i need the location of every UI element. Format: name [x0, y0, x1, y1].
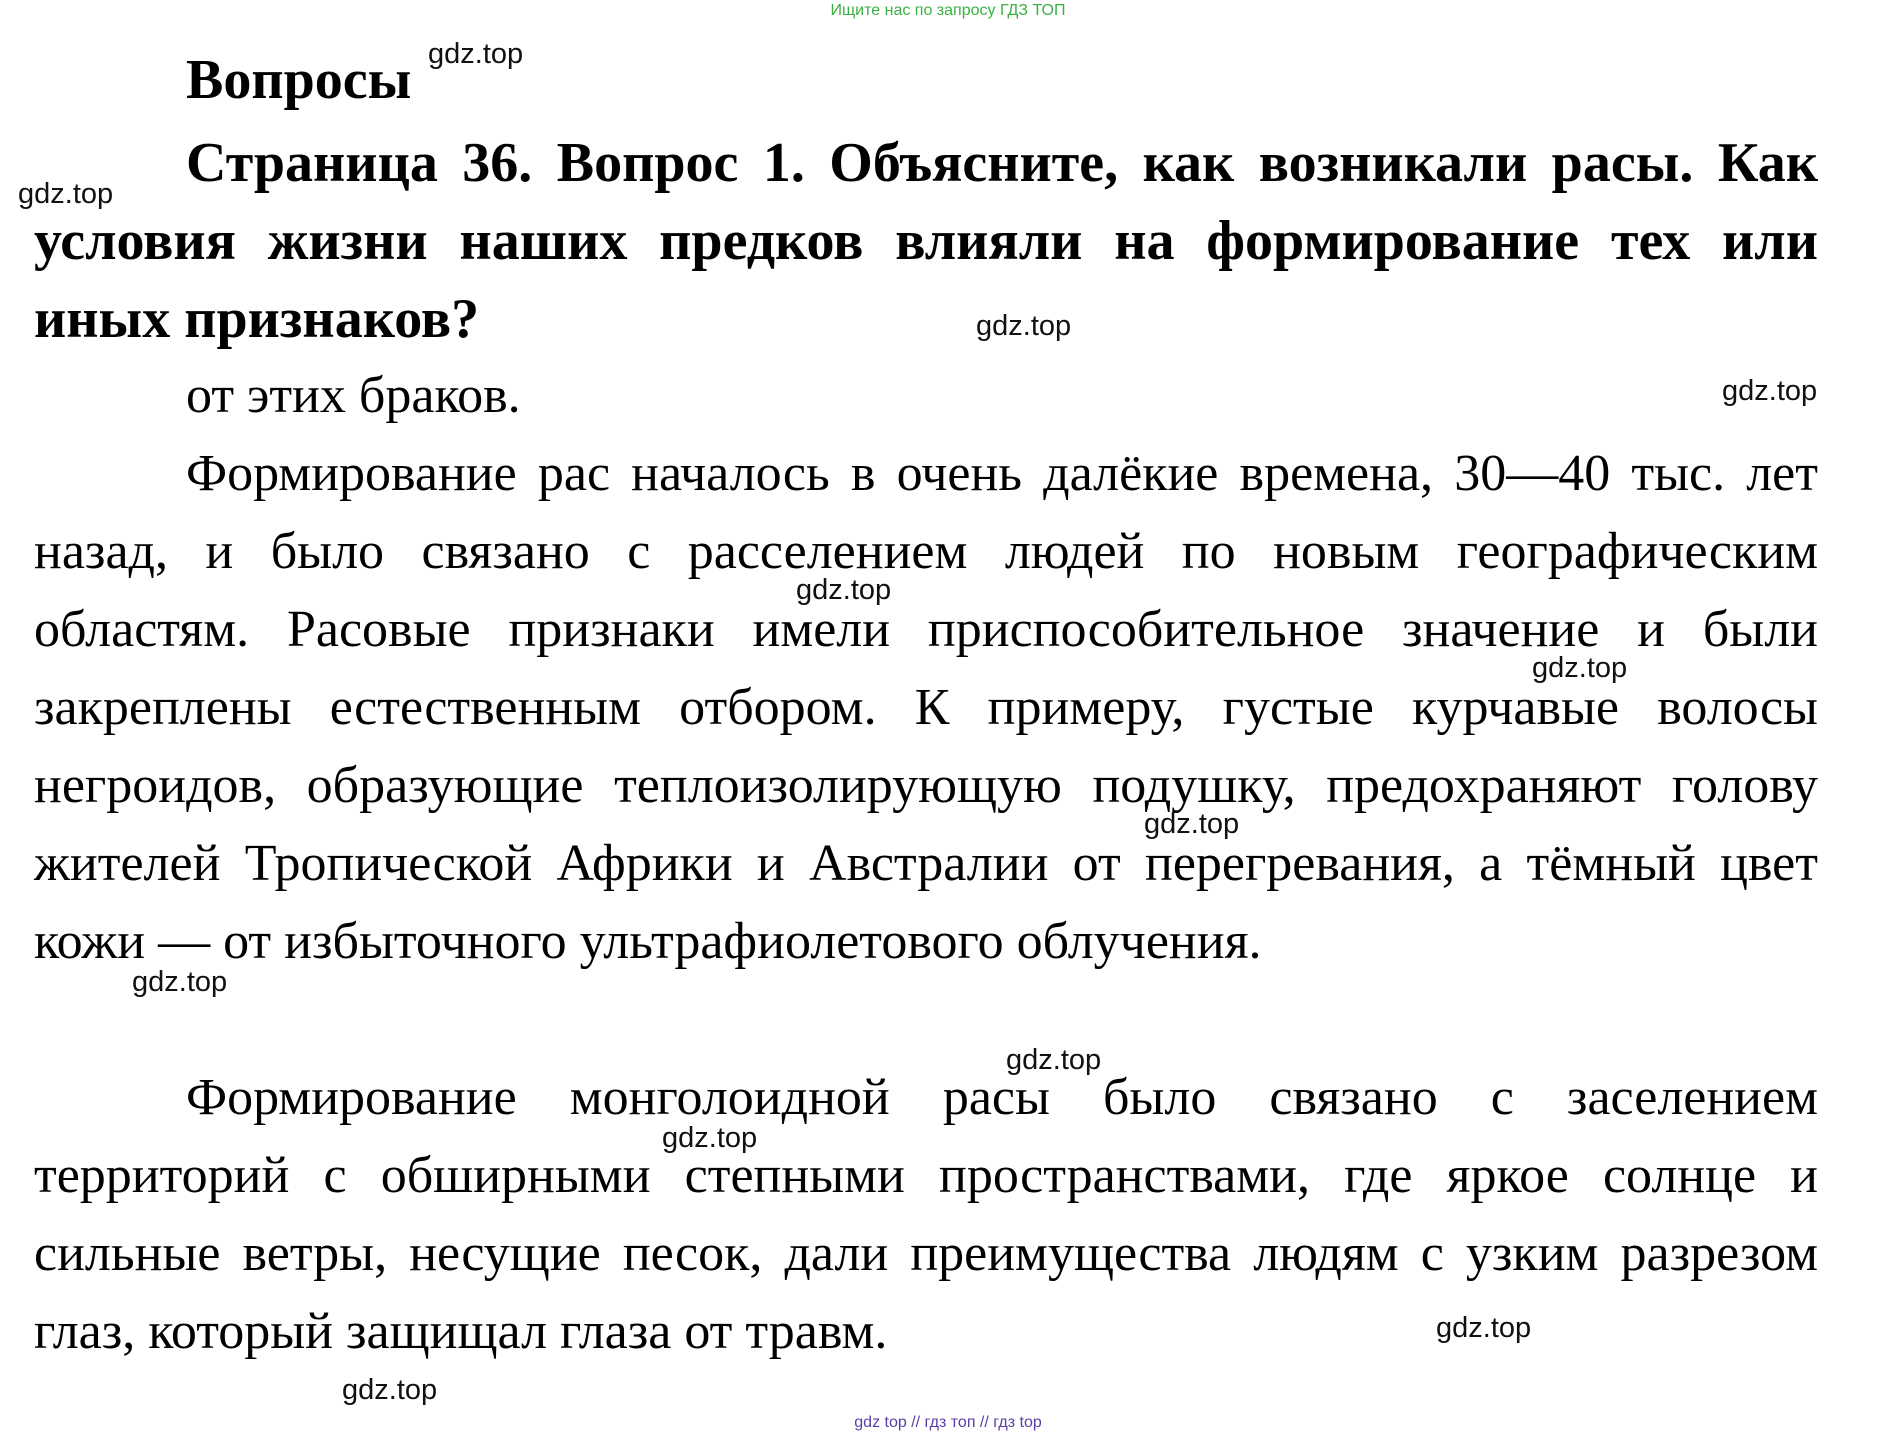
watermark: gdz.top: [1532, 652, 1628, 684]
top-banner: Ищите нас по запросу ГДЗ ТОП: [830, 2, 1066, 19]
watermark: gdz.top: [18, 178, 114, 210]
answer-paragraph-1: Формирование рас началось в очень далёкие времена, 30—40 тыс. лет назад, и было связано с расселением людей по новым географическим областям. Расовые признаки имели приспособительное значение и были закреплены естественным отбором. К примеру, густые курчавые волосы негроидов, образующие теплоизолирующую подушку, предохраняют голову жителей Тропической Африки и Австралии от перегревания, а тёмный цвет кожи — от избыточного ультрафиолетового облучения.: [34, 445, 1818, 970]
watermark: gdz.top: [1006, 1044, 1102, 1076]
watermark: gdz.top: [976, 310, 1072, 342]
watermark: gdz.top: [796, 574, 892, 606]
answer-paragraph-continuation: от этих браков.: [186, 367, 521, 424]
watermark: gdz.top: [1722, 375, 1818, 407]
footer-links: gdz top // гдз топ // гдз top: [854, 1414, 1042, 1431]
watermark: gdz.top: [428, 38, 524, 70]
watermark: gdz.top: [662, 1122, 758, 1154]
watermark: gdz.top: [1144, 808, 1240, 840]
watermark: gdz.top: [132, 966, 228, 998]
answer-paragraph-2: Формирование монголоидной расы было связано с заселением территорий с обширными степными пространствами, где яркое солнце и сильные ветры, несущие песок, дали преимущества людям с узким разрезом глаз, который защищал глаза от травм.: [34, 1069, 1818, 1360]
section-heading: Вопросы: [186, 49, 412, 111]
watermark: gdz.top: [342, 1374, 438, 1406]
watermark: gdz.top: [1436, 1312, 1532, 1344]
question-text: Страница 36. Вопрос 1. Объясните, как возникали расы. Как условия жизни наших предков влияли на формирование тех или иных признаков?: [34, 132, 1818, 350]
